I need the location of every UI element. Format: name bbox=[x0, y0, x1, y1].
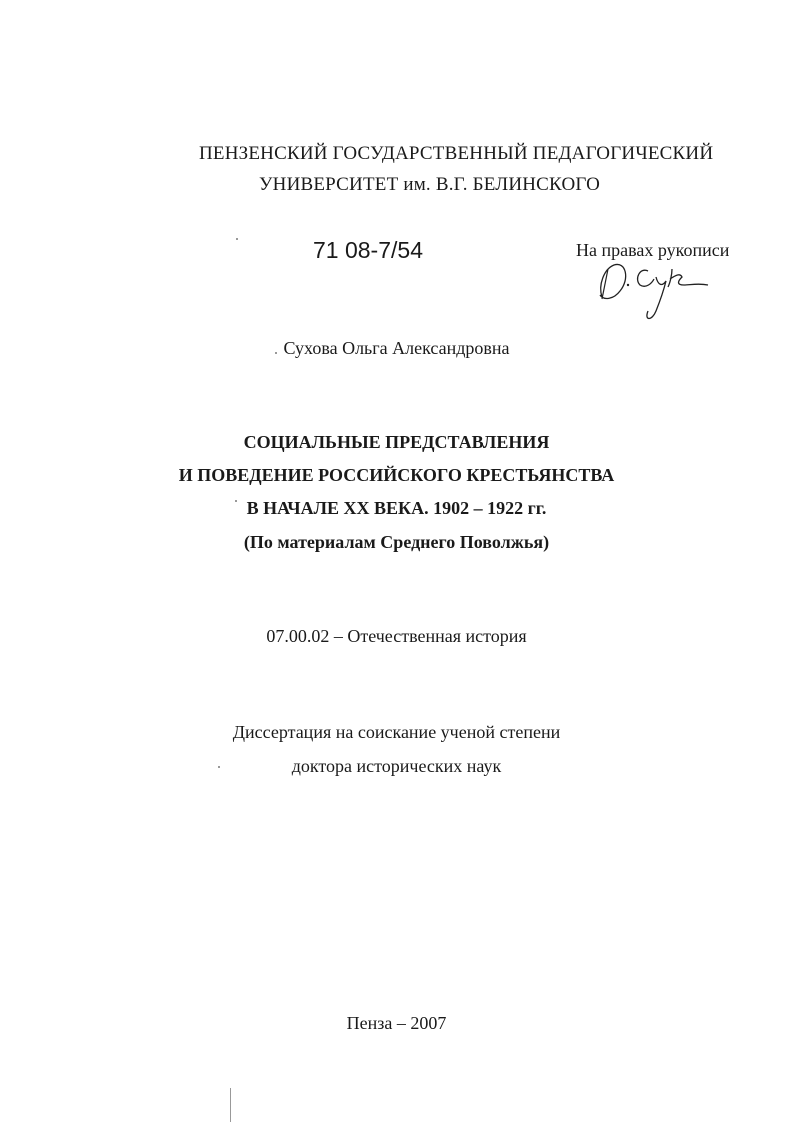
place-year: Пенза – 2007 bbox=[346, 1013, 447, 1033]
title-line-1: СОЦИАЛЬНЫЕ ПРЕДСТАВЛЕНИЯ bbox=[243, 432, 550, 452]
scan-artifact bbox=[235, 500, 237, 502]
title-line-4: (По материалам Среднего Поволжья) bbox=[243, 532, 550, 552]
degree-line-1: Диссертация на соискание ученой степени bbox=[232, 722, 561, 742]
author-name: Сухова Ольга Александровна bbox=[283, 338, 510, 358]
institution-line-1: ПЕНЗЕНСКИЙ ГОСУДАРСТВЕННЫЙ ПЕДАГОГИЧЕСКИЙ bbox=[199, 143, 714, 164]
degree-line-2: доктора исторических наук bbox=[291, 756, 502, 776]
scan-artifact bbox=[218, 766, 220, 768]
archive-code: 71 08-7/54 bbox=[313, 237, 423, 263]
author-signature bbox=[590, 255, 715, 325]
manuscript-rights-label: На правах рукописи bbox=[576, 240, 730, 260]
institution-line-2: УНИВЕРСИТЕТ им. В.Г. БЕЛИНСКОГО bbox=[259, 174, 601, 195]
title-line-2: И ПОВЕДЕНИЕ РОССИЙСКОГО КРЕСТЬЯНСТВА bbox=[178, 465, 615, 485]
specialty-code: 07.00.02 – Отечественная история bbox=[266, 626, 527, 646]
title-line-3: В НАЧАЛЕ XX ВЕКА. 1902 – 1922 гг. bbox=[246, 498, 547, 518]
scan-artifact bbox=[275, 352, 277, 354]
scan-artifact bbox=[236, 238, 238, 240]
scan-artifact bbox=[230, 1088, 231, 1122]
